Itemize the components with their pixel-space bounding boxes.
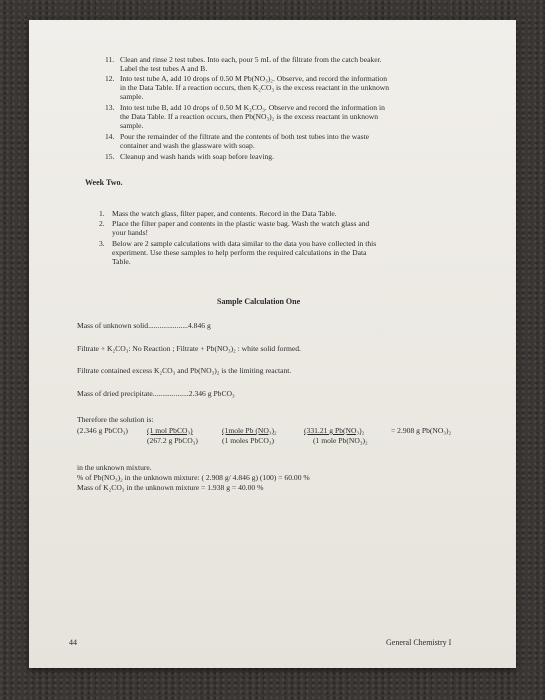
filtrate-line: Filtrate + K₂CO₃: No Reaction ; Filtrate + Pb(NO₃)₂ : white solid formed. — [77, 344, 301, 353]
step-line: Pour the remainder of the filtrate and the contents of both test tubes into the waste — [120, 132, 370, 141]
week-two-heading: Week Two. — [85, 178, 123, 187]
calc-result: = 2.908 g Pb(NO₃)₂ — [391, 426, 452, 435]
calc-denominator-2: (267.2 g PbCO₃) — [147, 436, 198, 445]
step-line: sample. — [120, 121, 144, 130]
page-number: 44 — [69, 638, 77, 647]
step-line: Into test tube A, add 10 drops of 0.50 M Pb(NO₃)₂. Observe, and record the information — [120, 74, 388, 83]
step-line: in the Data Table. If a reaction occurs, then K₂CO₃ is the excess reactant in the unknown — [120, 83, 390, 92]
mixture-line: in the unknown mixture. — [77, 463, 152, 472]
step-line: Label the test tubes A and B. — [120, 64, 208, 73]
step-line: Table. — [112, 257, 131, 266]
step-number: 11. — [105, 55, 115, 64]
calc-denominator-3: (1 moles PbCO₃) — [222, 436, 275, 445]
excess-reactant-line: Filtrate contained excess K₂CO₃ and Pb(NO₃)₂ is the limiting reactant. — [77, 366, 292, 375]
percent-pb-line: % of Pb(NO₃)₂ in the unknown mixture: ( 2.908 g/ 4.846 g) (100) = 60.00 % — [77, 473, 310, 482]
mass-unknown-line: Mass of unknown solid.....................4.846 g — [77, 321, 211, 330]
sample-calculation-heading: Sample Calculation One — [217, 297, 301, 306]
calc-numerator-2: (1 mol PbCO₃) — [147, 426, 193, 435]
step-number: 2. — [99, 219, 105, 228]
step-line: Mass the watch glass, filter paper, and contents. Record in the Data Table. — [112, 209, 337, 218]
calc-numerator-4: (331.21 g Pb(NO₃)₂ — [304, 426, 365, 435]
step-line: experiment. Use these samples to help perform the required calculations in the Data — [112, 248, 367, 257]
step-line: Clean and rinse 2 test tubes. Into each, pour 5 mL of the filtrate from the catch beaker. — [120, 55, 382, 64]
step-number: 1. — [99, 209, 105, 218]
step-number: 15. — [105, 152, 115, 161]
step-line: your hands! — [112, 228, 149, 237]
footer-title: General Chemistry I — [386, 638, 452, 647]
step-line: Into test tube B, add 10 drops of 0.50 M K₂CO₃. Observe and record the information in — [120, 103, 385, 112]
calc-numerator-3: (1mole Pb (NO₃)₂ — [222, 426, 277, 435]
step-line: Place the filter paper and contents in the plastic waste bag. Wash the watch glass and — [112, 219, 370, 228]
therefore-line: Therefore the solution is: — [77, 415, 154, 424]
calc-term-1: (2.346 g PbCO₃) — [77, 426, 128, 435]
textbook-page — [29, 20, 516, 668]
step-number: 12. — [105, 74, 115, 83]
step-line: Below are 2 sample calculations with data similar to the data you have collected in this — [112, 239, 377, 248]
step-number: 14. — [105, 132, 115, 141]
step-line: the Data Table. If a reaction occurs, then Pb(NO₃)₂ is the excess reactant in unknown — [120, 112, 379, 121]
step-line: sample. — [120, 92, 144, 101]
step-line: container and wash the glassware with soap. — [120, 141, 255, 150]
dried-precipitate-line: Mass of dried precipitate...................2.346 g PbCO₃ — [77, 389, 235, 398]
mass-k2co3-line: Mass of K₂CO₃ in the unknown mixture = 1.938 g = 40.00 % — [77, 483, 264, 492]
step-line: Cleanup and wash hands with soap before leaving. — [120, 152, 274, 161]
calc-denominator-4: (1 mole Pb(NO₃)₂ — [313, 436, 368, 445]
step-number: 13. — [105, 103, 115, 112]
step-number: 3. — [99, 239, 105, 248]
